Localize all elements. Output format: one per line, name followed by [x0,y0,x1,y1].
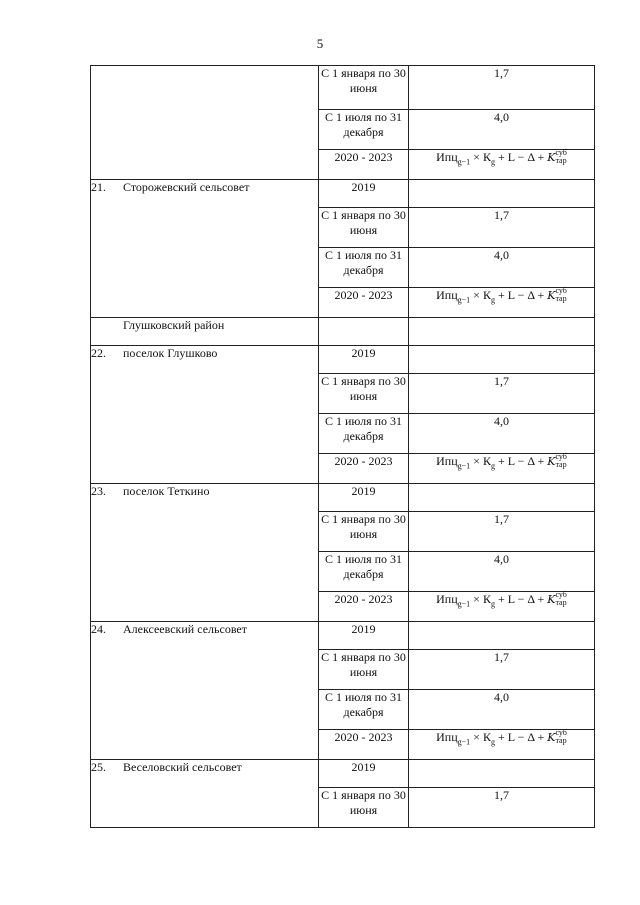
page-number: 5 [316,36,324,51]
tariff-table [90,65,595,828]
tariff-table-body [91,66,595,828]
settlement-cell [91,346,319,484]
period-cell: С 1 июля по 31 декабря [319,414,409,454]
period-cell: С 1 января по 30 июня [319,650,409,690]
row-number: 23. [91,484,106,498]
period-cell: С 1 января по 30 июня [319,208,409,248]
period-cell: С 1 июля по 31 декабря [319,552,409,592]
period-cell: 2019 [319,180,409,208]
value-cell: 1,7 [409,788,595,828]
period-cell: 2020 - 2023 [319,730,409,760]
row-number: 24. [91,622,106,636]
settlement-name: Сторожевский сельсовет [123,180,250,194]
formula: $Ипц_{g-1} \times К_g + L - \Delta$ + Kсуб тар [436,286,567,305]
period-cell [319,318,409,346]
period-cell: 2019 [319,622,409,650]
formula: $Ипц_{g-1} \times К_g + L - \Delta$ + Kсуб тар [436,590,567,609]
settlement-cell [91,484,319,622]
value-cell: 4,0 [409,248,595,288]
period-cell: С 1 июля по 31 декабря [319,690,409,730]
row-number: 25. [91,760,106,774]
value-cell: 4,0 [409,552,595,592]
value-cell: 4,0 [409,690,595,730]
formula-cell [409,592,595,622]
value-cell: 1,7 [409,650,595,690]
value-cell [409,346,595,374]
table-row [91,760,595,788]
period-cell: 2019 [319,346,409,374]
table-row [91,622,595,650]
period-cell: 2020 - 2023 [319,288,409,318]
formula-cell [409,730,595,760]
settlement-cell [91,66,319,180]
period-cell: С 1 января по 30 июня [319,374,409,414]
period-cell: 2019 [319,484,409,512]
table-row [91,180,595,208]
district-name: Глушковский район [123,318,225,332]
value-cell [409,318,595,346]
period-cell: 2020 - 2023 [319,454,409,484]
value-cell [409,484,595,512]
row-number: 21. [91,180,106,194]
value-cell [409,622,595,650]
value-cell: 1,7 [409,512,595,552]
value-cell [409,180,595,208]
formula-cell [409,454,595,484]
period-cell: С 1 июля по 31 декабря [319,110,409,150]
settlement-name: поселок Теткино [123,484,210,498]
settlement-name: Веселовский сельсовет [123,760,242,774]
settlement-name: поселок Глушково [123,346,218,360]
period-cell: 2020 - 2023 [319,592,409,622]
row-number: 22. [91,346,106,360]
period-cell: С 1 января по 30 июня [319,512,409,552]
settlement-cell [91,760,319,828]
period-cell: С 1 января по 30 июня [319,66,409,110]
value-cell: 1,7 [409,374,595,414]
formula-cell [409,150,595,180]
formula-cell [409,288,595,318]
table-row [91,318,595,346]
settlement-cell [91,622,319,760]
value-cell: 4,0 [409,414,595,454]
value-cell: 4,0 [409,110,595,150]
formula: $Ипц_{g-1} \times К_g + L - \Delta$ + Kсуб тар [436,148,567,167]
table-row [91,484,595,512]
settlement-cell [91,318,319,346]
period-cell: С 1 января по 30 июня [319,788,409,828]
period-cell: 2019 [319,760,409,788]
period-cell: 2020 - 2023 [319,150,409,180]
value-cell: 1,7 [409,66,595,110]
settlement-cell [91,180,319,318]
table-row [91,346,595,374]
table-row [91,66,595,110]
formula: $Ипц_{g-1} \times К_g + L - \Delta$ + Kсуб тар [436,728,567,747]
formula: $Ипц_{g-1} \times К_g + L - \Delta$ + Kсуб тар [436,452,567,471]
value-cell [409,760,595,788]
period-cell: С 1 июля по 31 декабря [319,248,409,288]
value-cell: 1,7 [409,208,595,248]
settlement-name: Алексеевский сельсовет [123,622,247,636]
